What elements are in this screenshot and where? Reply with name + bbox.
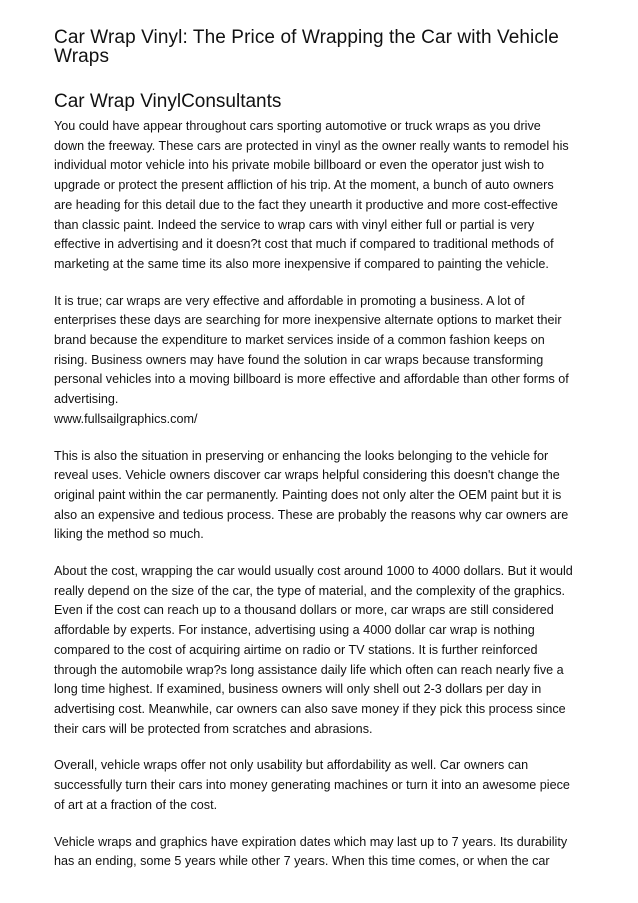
paragraph-line: Vehicle wraps and graphics have expiration dates which may last up to 7 years. Its durability — [54, 834, 568, 849]
paragraph-line: This is also the situation in preserving or enhancing the looks belonging to the vehicle for — [54, 448, 549, 463]
paragraph-line: reveal uses. Vehicle owners discover car wraps helpful considering this doesn't change the — [54, 468, 560, 483]
paragraph-line: rising. Business owners may have found the solution in car wraps because transforming — [54, 352, 544, 367]
document-subtitle: Car Wrap VinylConsultants — [54, 91, 282, 112]
paragraph-line: also an expensive and tedious process. These are probably the reasons why car owners are — [54, 507, 569, 522]
paragraph-6 — [54, 833, 590, 872]
paragraph-line: advertising. — [54, 392, 119, 407]
paragraph-line: compared to the cost of acquiring airtime on radio or TV stations. It is further reinforced — [54, 642, 538, 657]
paragraph-3 — [54, 447, 590, 546]
document-title — [54, 28, 590, 66]
paragraph-line: marketing at the same time its also more inexpensive if compared to painting the vehicle. — [54, 256, 549, 271]
paragraph-2 — [54, 292, 590, 430]
paragraph-line: individual motor vehicle into his private mobile billboard or even the operator just wish to — [54, 158, 545, 173]
paragraph-line: effective in advertising and it doesn?t cost that much if compared to traditional methods of — [54, 237, 554, 252]
paragraph-line: personal vehicles into a moving billboard is more effective and affordable than other forms of — [54, 372, 569, 387]
title-line-1: Car Wrap Vinyl: The Price of Wrapping the Car with Vehicle — [54, 27, 559, 48]
paragraph-line: are heading for this detail due to the fact they unearth it productive and more cost-effective — [54, 197, 558, 212]
paragraph-line: down the freeway. These cars are protected in vinyl as the owner really wants to remodel his — [54, 138, 569, 153]
paragraph-line: advertising cost. Meanwhile, car owners can also save money if they pick this process since — [54, 701, 566, 716]
paragraph-4 — [54, 562, 590, 739]
paragraph-line: It is true; car wraps are very effective and affordable in promoting a business. A lot of — [54, 293, 525, 308]
document-page — [54, 28, 590, 889]
paragraph-line: successfully turn their cars into money generating machines or turn it into an awesome piece — [54, 778, 570, 793]
paragraph-line: long time highest. If examined, business owners will only shell out 2-3 dollars per day in — [54, 682, 542, 697]
paragraph-line: liking the method so much. — [54, 527, 204, 542]
paragraph-line: You could have appear throughout cars sporting automotive or truck wraps as you drive — [54, 119, 541, 133]
paragraph-line: enterprises these days are searching for more inexpensive alternate options to market their — [54, 313, 562, 328]
paragraph-line: upgrade or protect the present affliction of his trip. At the moment, a bunch of auto owners — [54, 178, 554, 193]
paragraph-line: their cars will be protected from scratches and abrasions. — [54, 721, 373, 736]
paragraph-line: affordable by experts. For instance, advertising using a 4000 dollar car wrap is nothing — [54, 623, 535, 638]
paragraph-line: through the automobile wrap?s long assistance daily life which often can reach nearly five a — [54, 662, 564, 677]
paragraph-5 — [54, 756, 590, 815]
paragraph-line: of art at a fraction of the cost. — [54, 797, 218, 812]
paragraph-line: Even if the cost can reach up to a thousand dollars or more, car wraps are still considered — [54, 603, 554, 618]
paragraph-line: About the cost, wrapping the car would usually cost around 1000 to 4000 dollars. But it would — [54, 564, 573, 579]
paragraph-1 — [54, 117, 590, 275]
paragraph-line: really depend on the size of the car, the type of material, and the complexity of the graphics. — [54, 583, 566, 598]
paragraph-line: than classic paint. Indeed the service to wrap cars with vinyl either full or partial is very — [54, 217, 535, 232]
paragraph-line: has an ending, some 5 years while other 7 years. When this time comes, or when the car — [54, 854, 550, 869]
paragraph-line: original paint within the car permanently. Painting does not only alter the OEM paint but it is — [54, 487, 562, 502]
paragraph-line: brand because the expenditure to market services inside of a common fashion keeps on — [54, 333, 545, 348]
website-link[interactable]: www.fullsailgraphics.com/ — [54, 411, 198, 426]
paragraph-line: Overall, vehicle wraps offer not only usability but affordability as well. Car owners can — [54, 758, 529, 773]
title-line-2: Wraps — [54, 46, 110, 67]
